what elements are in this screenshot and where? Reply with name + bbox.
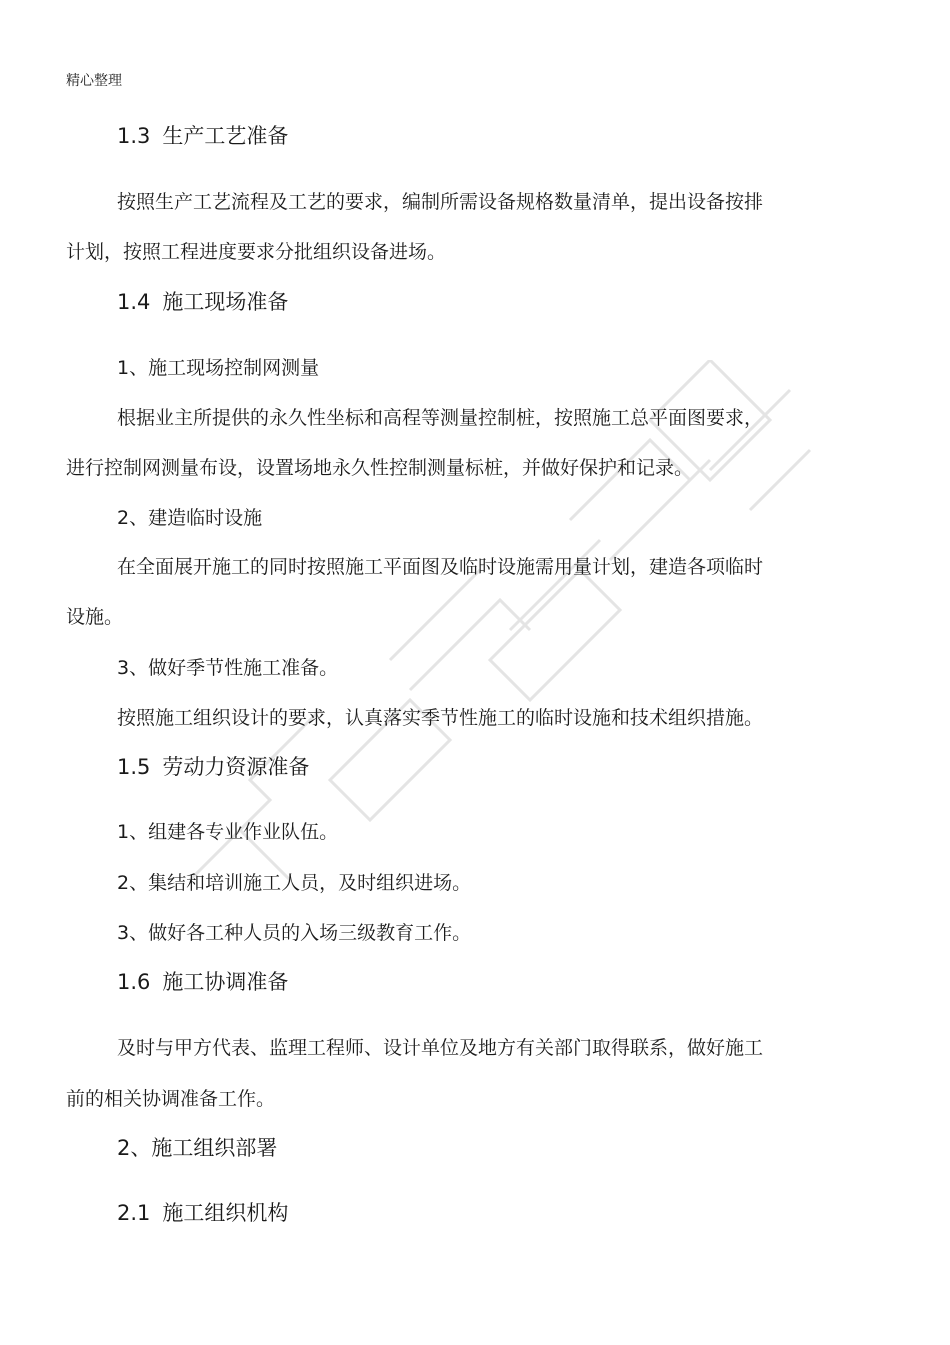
section-title: 施工协调准备 [162, 970, 289, 994]
paragraph-line: 前的相关协调准备工作。 [66, 1088, 276, 1110]
paragraph-line: 按照施工组织设计的要求，认真落实季节性施工的临时设施和技术组织措施。 [117, 707, 764, 729]
paragraph-line: 及时与甲方代表、监理工程师、设计单位及地方有关部门取得联系，做好施工 [117, 1037, 764, 1059]
header-text: 精心整理 [66, 73, 122, 89]
section-heading-1-4 [117, 290, 288, 314]
section-heading-2-1 [117, 1201, 288, 1225]
section-number: 1.4 [117, 290, 151, 314]
list-item: 3、做好季节性施工准备。 [117, 657, 339, 679]
paragraph-line: 计划，按照工程进度要求分批组织设备进场。 [66, 241, 447, 263]
list-item: 3、做好各工种人员的入场三级教育工作。 [117, 922, 472, 944]
section-title: 生产工艺准备 [162, 124, 289, 148]
section-title: 施工组织机构 [162, 1201, 289, 1225]
list-item: 2、建造临时设施 [117, 507, 263, 529]
section-title: 施工现场准备 [162, 290, 289, 314]
section-heading-1-5 [117, 755, 309, 779]
section-number: 2.1 [117, 1201, 151, 1225]
section-heading-2: 2、施工组织部署 [117, 1136, 278, 1160]
list-item: 2、集结和培训施工人员，及时组织进场。 [117, 872, 472, 894]
paragraph-line: 在全面展开施工的同时按照施工平面图及临时设施需用量计划，建造各项临时 [117, 556, 764, 578]
section-number: 1.3 [117, 124, 151, 148]
paragraph-line: 根据业主所提供的永久性坐标和高程等测量控制桩，按照施工总平面图要求， [117, 407, 764, 429]
section-number: 1.5 [117, 755, 151, 779]
section-title: 劳动力资源准备 [162, 755, 310, 779]
paragraph-line: 设施。 [66, 606, 124, 628]
list-item: 1、组建各专业作业队伍。 [117, 821, 339, 843]
section-number: 1.6 [117, 970, 151, 994]
paragraph-line: 按照生产工艺流程及工艺的要求，编制所需设备规格数量清单，提出设备按排 [117, 191, 764, 213]
list-item: 1、施工现场控制网测量 [117, 357, 320, 379]
section-heading-1-3 [117, 124, 288, 148]
section-heading-1-6 [117, 970, 288, 994]
paragraph-line: 进行控制网测量布设，设置场地永久性控制测量标桩，并做好保护和记录。 [66, 457, 694, 479]
